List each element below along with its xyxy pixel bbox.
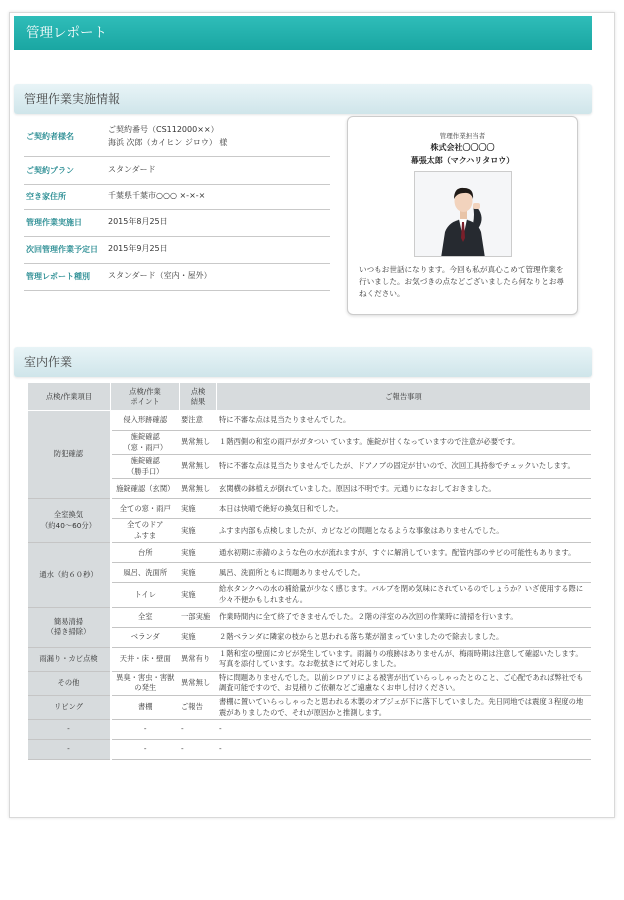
report-cell: ふすま内部も点検しましたが、カビなどの問題となるような事象はありませんでした。 <box>217 519 591 543</box>
point-cell: 施錠確認（玄関） <box>111 479 180 499</box>
result-cell: 実施 <box>180 543 217 563</box>
info-value: 千葉県千葉市○○○ ×-×-× <box>108 184 330 209</box>
result-cell: 実施 <box>180 627 217 647</box>
contract-number: ご契約番号（CS112000××） <box>108 125 219 135</box>
category-cell: 雨漏り・カビ点検 <box>28 647 111 671</box>
manager-card <box>347 116 578 315</box>
manager-company: 株式会社〇〇〇〇 <box>430 143 495 152</box>
section-header-info <box>14 84 592 114</box>
category-cell: - <box>28 720 111 740</box>
manager-role: 管理作業担当者 <box>439 132 486 140</box>
table-row <box>28 479 591 499</box>
point-cell: 施錠確認 （勝手口） <box>111 455 180 479</box>
category-cell: - <box>28 740 111 760</box>
info-value: スタンダード（室内・屋外） <box>108 263 330 290</box>
result-cell: 実施 <box>180 519 217 543</box>
header-point: 点検/作業 ポイント <box>111 383 180 411</box>
result-cell: 異常無し <box>180 479 217 499</box>
info-label: 次回管理作業予定日 <box>24 236 108 263</box>
point-cell: 異臭・害虫・害獣 の発生 <box>111 671 180 695</box>
report-cell: 書棚に置いていらっしゃったと思われる木製のオブジェが下に落下していました。先日同地では震度３程度の地震がありましたので、それが原因かと推測します。 <box>217 695 591 719</box>
point-cell: 天井・床・壁面 <box>111 647 180 671</box>
point-cell: 侵入形跡確認 <box>111 411 180 431</box>
report-cell: １階和室の壁面にカビが発生しています。雨漏りの痕跡はありませんが、梅雨時期は注意して確認いたします。写真を添付しています。なお乾拭きにて対応しました。 <box>217 647 591 671</box>
result-cell: 実施 <box>180 499 217 519</box>
point-cell: トイレ <box>111 583 180 607</box>
manager-message: いつもお世話になります。今回も私が真心こめて管理作業を行いました。お気づきの点などございましたら何なりとお尋ねください。 <box>359 265 565 298</box>
report-title: 管理レポート <box>26 25 107 41</box>
result-cell: - <box>180 740 217 760</box>
table-row <box>28 607 591 627</box>
point-cell: 風呂、洗面所 <box>111 563 180 583</box>
report-cell: 特に不審な点は見当たりませんでした。 <box>217 411 591 431</box>
report-title-bar <box>14 16 592 50</box>
result-cell: 異常無し <box>180 671 217 695</box>
point-cell: ベランダ <box>111 627 180 647</box>
report-cell: - <box>217 740 591 760</box>
indoor-work-table <box>27 382 591 760</box>
point-cell: 書棚 <box>111 695 180 719</box>
table-row <box>28 740 591 760</box>
info-value: 2015年9月25日 <box>108 236 330 263</box>
result-cell: 異常無し <box>180 455 217 479</box>
table-row <box>28 695 591 719</box>
section-title-info: 管理作業実施情報 <box>24 92 121 106</box>
report-cell: 玄関横の鉢植えが倒れていました。原因は不明です。元通りになおしておきました。 <box>217 479 591 499</box>
info-row-work-date <box>24 209 330 236</box>
report-cell: 作業時間内に全て終了できませんでした。２階の洋室のみ次回の作業時に清掃を行います。 <box>217 607 591 627</box>
info-label: ご契約プラン <box>24 156 108 184</box>
table-row <box>28 499 591 519</box>
report-cell: 本日は快晴で絶好の換気日和でした。 <box>217 499 591 519</box>
header-item: 点検/作業項目 <box>28 383 111 411</box>
header-result: 点検 結果 <box>180 383 217 411</box>
point-cell: - <box>111 740 180 760</box>
point-cell: 全室 <box>111 607 180 627</box>
table-row <box>28 720 591 740</box>
info-row-next-date <box>24 236 330 263</box>
table-row <box>28 455 591 479</box>
point-cell: 台所 <box>111 543 180 563</box>
category-cell: 通水（約６０秒） <box>28 543 111 607</box>
result-cell: 実施 <box>180 583 217 607</box>
point-cell: 全てのドア ふすま <box>111 519 180 543</box>
category-cell: リビング <box>28 695 111 719</box>
contractor-name: 海浜 次郎（カイヒン ジロウ） 様 <box>108 137 228 147</box>
table-header-row <box>28 383 591 411</box>
manager-name: 幕張太郎（マクハリタロウ） <box>410 156 515 165</box>
report-cell: 通水初期に赤錆のような色の水が流れますが、すぐに解消しています。配管内部のサビの可能性もあります。 <box>217 543 591 563</box>
category-cell: 簡易清掃 （掃き掃除） <box>28 607 111 647</box>
person-photo-illustration <box>415 172 512 257</box>
info-value: スタンダード <box>108 156 330 184</box>
info-row-contractor <box>24 118 330 156</box>
result-cell: 異常有り <box>180 647 217 671</box>
result-cell: 実施 <box>180 563 217 583</box>
manager-photo <box>414 171 512 257</box>
info-label: 空き家住所 <box>24 184 108 209</box>
info-value: 2015年8月25日 <box>108 209 330 236</box>
report-cell: １階西側の和室の雨戸がガタつい ています。施錠が甘くなっていますので注意が必要です。 <box>217 431 591 455</box>
point-cell: 全ての窓・雨戸 <box>111 499 180 519</box>
category-cell: 防犯確認 <box>28 411 111 499</box>
header-report: ご報告事項 <box>217 383 591 411</box>
table-row <box>28 671 591 695</box>
table-row <box>28 563 591 583</box>
info-label: ご契約者様名 <box>24 118 108 156</box>
result-cell: - <box>180 720 217 740</box>
section-title-indoor: 室内作業 <box>24 355 73 369</box>
contract-info-table <box>24 118 330 291</box>
report-cell: 特に問題ありませんでした。以前シロアリによる被害が出ていらっしゃったとのこと、ご心配であれば弊社でも調査可能ですので、お見積りご依頼などご遠慮なくお申し付けください。 <box>217 671 591 695</box>
report-cell: 風呂、洗面所ともに問題ありませんでした。 <box>217 563 591 583</box>
report-cell: 特に不審な点は見当たりませんでしたが、ドアノブの固定が甘いので、次回工具持参でチェックいたします。 <box>217 455 591 479</box>
category-cell: 全室換気 （約40〜60分） <box>28 499 111 543</box>
info-row-report-type <box>24 263 330 290</box>
table-row <box>28 519 591 543</box>
section-header-indoor <box>14 347 592 377</box>
report-cell: - <box>217 720 591 740</box>
info-row-plan <box>24 156 330 184</box>
info-value <box>108 118 330 156</box>
result-cell: ご報告 <box>180 695 217 719</box>
table-row <box>28 431 591 455</box>
info-label: 管理レポート種別 <box>24 263 108 290</box>
table-row <box>28 627 591 647</box>
result-cell: 一部実施 <box>180 607 217 627</box>
category-cell: その他 <box>28 671 111 695</box>
point-cell: 施錠確認 （窓・雨戸） <box>111 431 180 455</box>
result-cell: 要注意 <box>180 411 217 431</box>
table-row <box>28 647 591 671</box>
point-cell: - <box>111 720 180 740</box>
table-row <box>28 411 591 431</box>
report-cell: ２階ベランダに隣家の枝からと思われる落ち葉が溜まっていましたので除去しました。 <box>217 627 591 647</box>
table-row <box>28 543 591 563</box>
result-cell: 異常無し <box>180 431 217 455</box>
info-row-address <box>24 184 330 209</box>
table-row <box>28 583 591 607</box>
info-label: 管理作業実施日 <box>24 209 108 236</box>
report-cell: 給水タンクへの水の補給量が少なく感じます。バルブを閉め気味にされているのでしょうか？いざ使用する際に少々不便かもしれません。 <box>217 583 591 607</box>
